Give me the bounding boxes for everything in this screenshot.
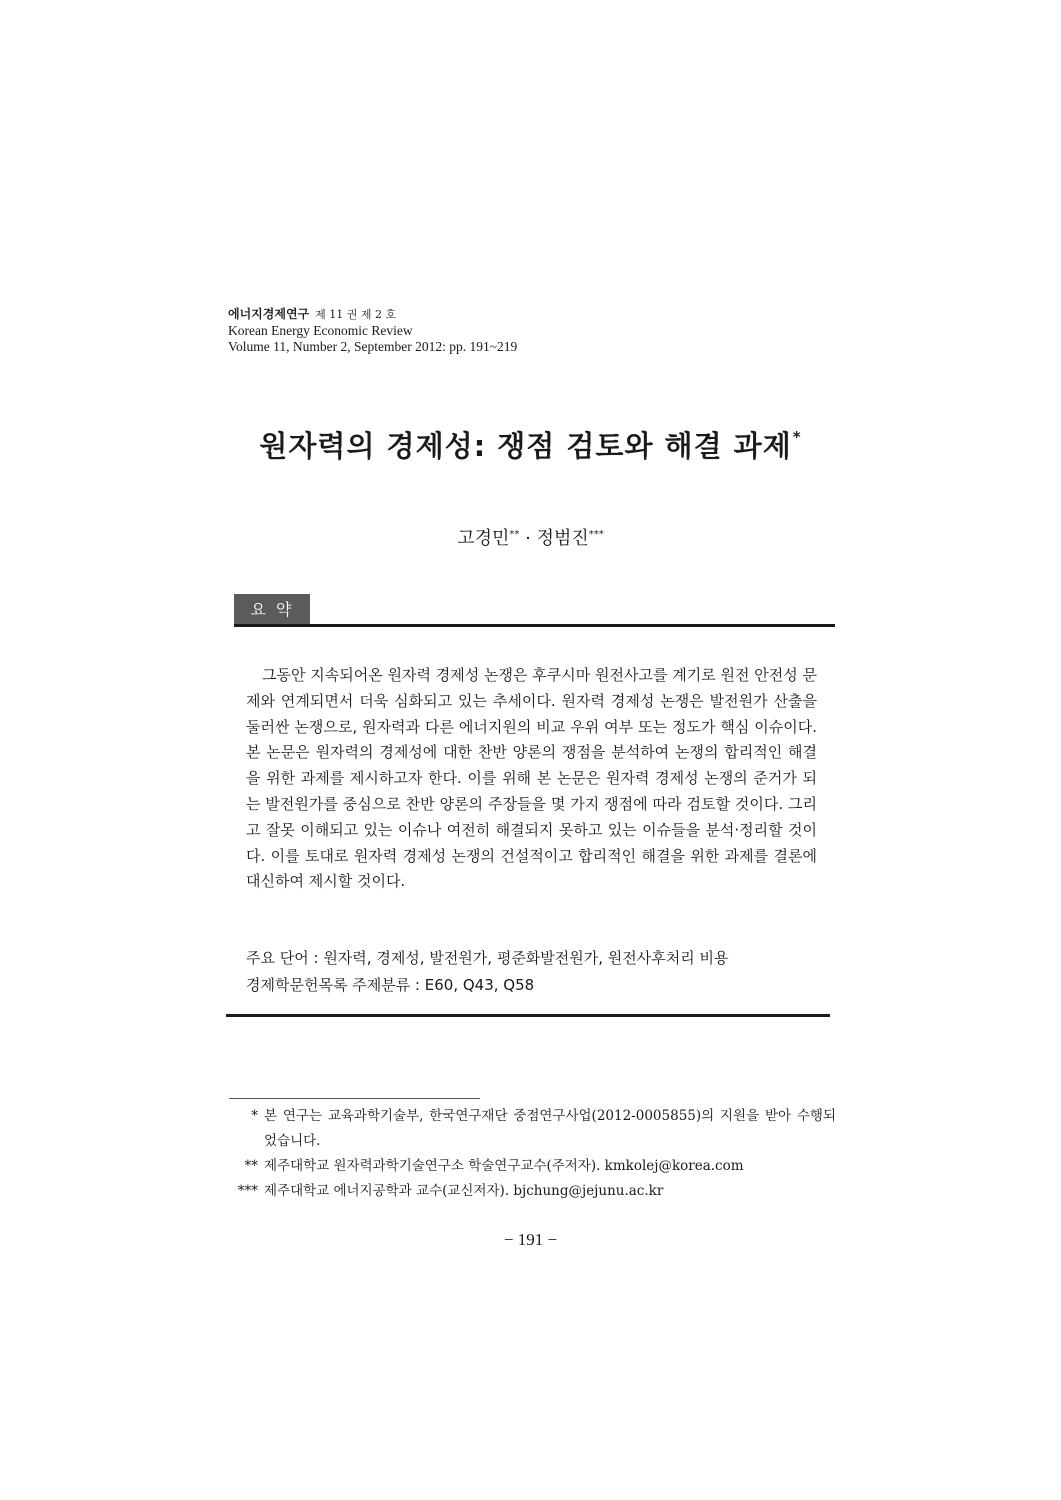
footnote-text: 본 연구는 교육과학기술부, 한국연구재단 중점연구사업(2012-0005855)의 지원을 받아 수행되었습니다. [264,1108,836,1149]
journal-title-line [228,306,517,323]
abstract-bottom-rule [226,1014,830,1017]
author-name-1: 고경민 [457,528,510,549]
footnote-item [228,1179,836,1204]
author-line [0,524,1061,550]
footnote-mark: * [251,1108,258,1124]
journal-header [228,306,517,355]
abstract-top-rule [234,624,835,627]
author-mark-1: ** [509,529,520,540]
author-mark-2: *** [588,529,604,540]
abstract-heading: 요약 [234,594,310,625]
keywords-line: 주요 단어 : 원자력, 경제성, 발전원가, 평준화발전원가, 원전사후처리 비용 [246,949,729,967]
title-footnote-mark: * [792,428,802,446]
footnote-text: 제주대학교 원자력과학기술연구소 학술연구교수(주저자). kmkolej@korea.com [264,1158,744,1174]
footnote-mark: ** [244,1158,258,1174]
jel-classification-line: 경제학문헌목록 주제분류 : E60, Q43, Q58 [246,976,535,994]
footnote-separator [229,1098,480,1099]
journal-title-en: Korean Energy Economic Review [228,323,413,338]
paper-title [0,424,1061,465]
journal-citation: Volume 11, Number 2, September 2012: pp. 191~219 [228,339,518,354]
author-separator: · [519,528,537,549]
footnote-text: 제주대학교 에너지공학과 교수(교신저자). bjchung@jejunu.ac.kr [264,1183,664,1199]
footnotes [228,1104,836,1204]
footnote-item [228,1104,836,1154]
keywords-block [246,945,728,999]
journal-title-ko: 에너지경제연구 [228,307,310,321]
footnote-mark: *** [237,1183,258,1199]
abstract-body [246,663,817,895]
footnote-item [228,1154,836,1179]
journal-volume-ko: 제 11 권 제 2 호 [315,308,397,321]
paper-title-text: 원자력의 경제성: 쟁점 검토와 해결 과제 [259,429,792,463]
page-number: − 191 − [503,1230,558,1249]
author-name-2: 정범진 [536,528,589,549]
abstract-text: 그동안 지속되어온 원자력 경제성 논쟁은 후쿠시마 원전사고를 계기로 원전 안전성 문제와 연계되면서 더욱 심화되고 있는 추세이다. 원자력 경제성 논쟁은 발전원가 산출을 둘러싼 논쟁으로, 원자력과 다른 에너지원의 비교 우위 여부 또는 정도가 핵심 이슈이다. 본 논문은 원자력의 경제성에 대한 찬반 양론의 쟁점을 분석하여 논쟁의 합리적인 해결을 위한 과제를 제시하고자 한다. 이를 위해 본 논문은 원자력 경제성 논쟁의 준거가 되는 발전원가를 중심으로 찬반 양론의 주장들을 몇 가지 쟁점에 따라 검토할 것이다. 그리고 잘못 이해되고 있는 이슈나 여전히 해결되지 못하고 있는 이슈들을 분석·정리할 것이다. 이를 토대로 원자력 경제성 논쟁의 건설적이고 합리적인 해결을 위한 과제를 결론에 대신하여 제시할 것이다. [246,666,817,891]
